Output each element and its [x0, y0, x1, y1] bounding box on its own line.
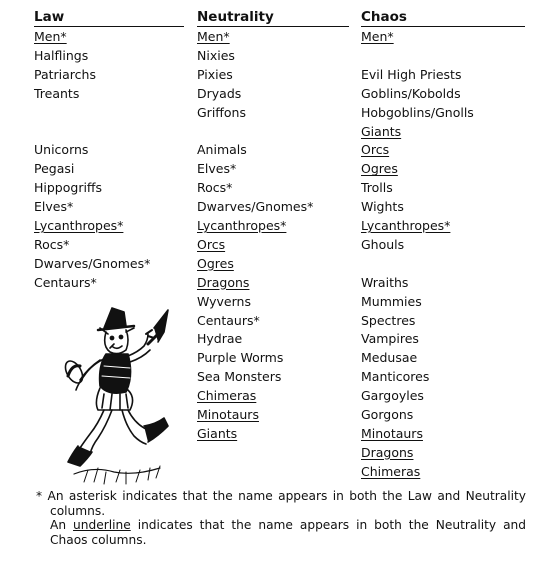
chaos-list-item	[361, 331, 419, 346]
chaos-creature-name: Wights	[361, 199, 404, 215]
chaos-creature-name: Gorgons	[361, 407, 414, 422]
chaos-creature-name: Ghouls	[361, 236, 405, 252]
neutrality-creature-name: Men*	[197, 29, 230, 44]
footnote	[36, 489, 526, 547]
neutrality-creature-name: Minotaurs	[197, 407, 259, 422]
neutrality-creature-name: Sea Monsters	[197, 369, 282, 385]
neutrality-list-item	[197, 86, 241, 101]
law-creature-name: Elves*	[34, 199, 74, 215]
chaos-list-item	[361, 105, 474, 120]
chaos-list-item	[361, 29, 394, 44]
neutrality-list-item	[197, 256, 234, 271]
goblin-warrior-illustration	[64, 306, 174, 486]
law-list-item	[34, 67, 96, 82]
neutrality-list-item	[197, 369, 281, 384]
neutrality-creature-name: Dwarves/Gnomes*	[197, 199, 314, 215]
chaos-list-item	[361, 464, 420, 479]
chaos-creature-name: Dragons	[361, 444, 414, 460]
neutrality-creature-name: Elves*	[197, 161, 237, 177]
neutrality-creature-name: Wyverns	[197, 293, 251, 309]
chaos-creature-name: Giants	[361, 123, 402, 139]
neutrality-creature-name: Animals	[197, 142, 247, 158]
asterisk-footnote	[36, 489, 526, 518]
neutrality-column	[197, 8, 349, 441]
neutrality-column-heading: Neutrality	[197, 8, 349, 27]
neutrality-list-item	[197, 237, 225, 252]
neutrality-creature-name: Pixies	[197, 66, 233, 82]
chaos-creature-name: Medusae	[361, 350, 418, 366]
law-list-item	[34, 275, 97, 290]
chaos-list-item	[361, 142, 389, 157]
law-creature-name: Men*	[34, 29, 67, 44]
chaos-list-item	[361, 445, 413, 460]
law-creature-name: Pegasi	[34, 161, 75, 177]
neutrality-list-item	[197, 105, 246, 120]
law-list-item	[34, 142, 88, 157]
neutrality-list-item	[197, 142, 247, 157]
chaos-list-item	[361, 275, 408, 290]
neutrality-list-item	[197, 48, 235, 63]
chaos-creature-name: Hobgoblins/Gnolls	[361, 104, 474, 120]
neutrality-list-item	[197, 426, 237, 441]
neutrality-creature-name: Chimeras	[197, 388, 257, 404]
law-list-item	[34, 218, 123, 233]
underline-footnote-prefix: An	[50, 518, 74, 533]
law-list-item	[34, 29, 67, 44]
chaos-list-item	[361, 67, 461, 82]
law-creature-name: Treants	[34, 85, 80, 101]
chaos-list-item	[361, 388, 424, 403]
chaos-creature-name: Chimeras	[361, 463, 421, 479]
neutrality-creature-name: Giants	[197, 425, 238, 441]
chaos-list-item	[361, 350, 417, 365]
law-column-heading: Law	[34, 8, 184, 27]
chaos-list-item	[361, 237, 404, 252]
law-list-item	[34, 180, 102, 195]
underline-footnote-rest: indicates that the name appears in both the Neutrality and Chaos columns.	[50, 518, 527, 547]
neutrality-creature-name: Rocs*	[197, 180, 233, 196]
law-creature-name: Rocs*	[34, 236, 70, 252]
law-creature-name: Halflings	[34, 47, 89, 63]
neutrality-list-item	[197, 275, 249, 290]
neutrality-list-item	[197, 199, 313, 214]
chaos-creature-name: Goblins/Kobolds	[361, 85, 461, 101]
neutrality-creature-name: Orcs	[197, 236, 226, 252]
law-list-item	[34, 48, 88, 63]
law-list-item	[34, 237, 69, 252]
chaos-list-item	[361, 407, 413, 422]
neutrality-creature-name: Purple Worms	[197, 350, 284, 366]
neutrality-list-item	[197, 180, 232, 195]
neutrality-list-item	[197, 67, 233, 82]
chaos-creature-name: Spectres	[361, 312, 416, 328]
neutrality-list-item	[197, 350, 283, 365]
law-list-item	[34, 256, 150, 271]
law-creature-name: Patriarchs	[34, 66, 96, 82]
neutrality-list-item	[197, 331, 242, 346]
chaos-creature-name: Vampires	[361, 331, 419, 347]
underline-footnote-word: underline	[73, 518, 131, 533]
chaos-list-item	[361, 369, 429, 384]
chaos-creature-name: Wraiths	[361, 274, 409, 290]
chaos-creature-name: Evil High Priests	[361, 66, 462, 82]
neutrality-creature-name: Centaurs*	[197, 312, 260, 328]
chaos-list-item	[361, 180, 393, 195]
neutrality-creature-name: Lycanthropes*	[197, 218, 287, 233]
chaos-list-item	[361, 86, 461, 101]
chaos-creature-name: Orcs	[361, 142, 390, 158]
chaos-list-item	[361, 426, 423, 441]
neutrality-list-item	[197, 294, 251, 309]
neutrality-list-item	[197, 161, 236, 176]
neutrality-creature-name: Dryads	[197, 85, 242, 101]
chaos-creature-name: Mummies	[361, 293, 422, 309]
chaos-creature-name: Gargoyles	[361, 388, 424, 404]
neutrality-creature-name: Griffons	[197, 104, 246, 120]
neutrality-creature-name: Dragons	[197, 274, 250, 290]
neutrality-creature-name: Ogres	[197, 255, 234, 271]
neutrality-list-item	[197, 313, 260, 328]
chaos-column-heading: Chaos	[361, 8, 525, 27]
law-creature-name: Hippogriffs	[34, 180, 103, 196]
chaos-list-item	[361, 294, 422, 309]
chaos-creature-name: Minotaurs	[361, 425, 423, 441]
neutrality-list-item	[197, 218, 286, 233]
chaos-list-item	[361, 124, 401, 139]
chaos-creature-name: Ogres	[361, 161, 398, 177]
law-list-item	[34, 161, 74, 176]
law-creature-name: Unicorns	[34, 142, 89, 158]
underline-footnote	[36, 518, 526, 547]
law-list-item	[34, 199, 73, 214]
chaos-column	[361, 8, 525, 479]
chaos-creature-name: Manticores	[361, 369, 430, 385]
chaos-list-item	[361, 313, 415, 328]
neutrality-list-item	[197, 407, 259, 422]
chaos-creature-name: Trolls	[361, 180, 393, 196]
law-creature-name: Centaurs*	[34, 274, 97, 290]
law-column	[34, 8, 184, 290]
neutrality-creature-name: Hydrae	[197, 331, 243, 347]
chaos-creature-name: Men*	[361, 29, 394, 44]
law-creature-name: Lycanthropes*	[34, 218, 124, 233]
asterisk-footnote-text: An asterisk indicates that the name appears in both the Law and Neutrality columns.	[47, 489, 526, 518]
chaos-list-item	[361, 199, 404, 214]
chaos-list-item	[361, 161, 398, 176]
asterisk-marker: *	[36, 489, 43, 503]
chaos-list-item	[361, 218, 450, 233]
neutrality-list-item	[197, 388, 256, 403]
law-creature-name: Dwarves/Gnomes*	[34, 255, 151, 271]
chaos-creature-name: Lycanthropes*	[361, 218, 451, 233]
neutrality-creature-name: Nixies	[197, 47, 235, 63]
neutrality-list-item	[197, 29, 230, 44]
law-list-item	[34, 86, 79, 101]
